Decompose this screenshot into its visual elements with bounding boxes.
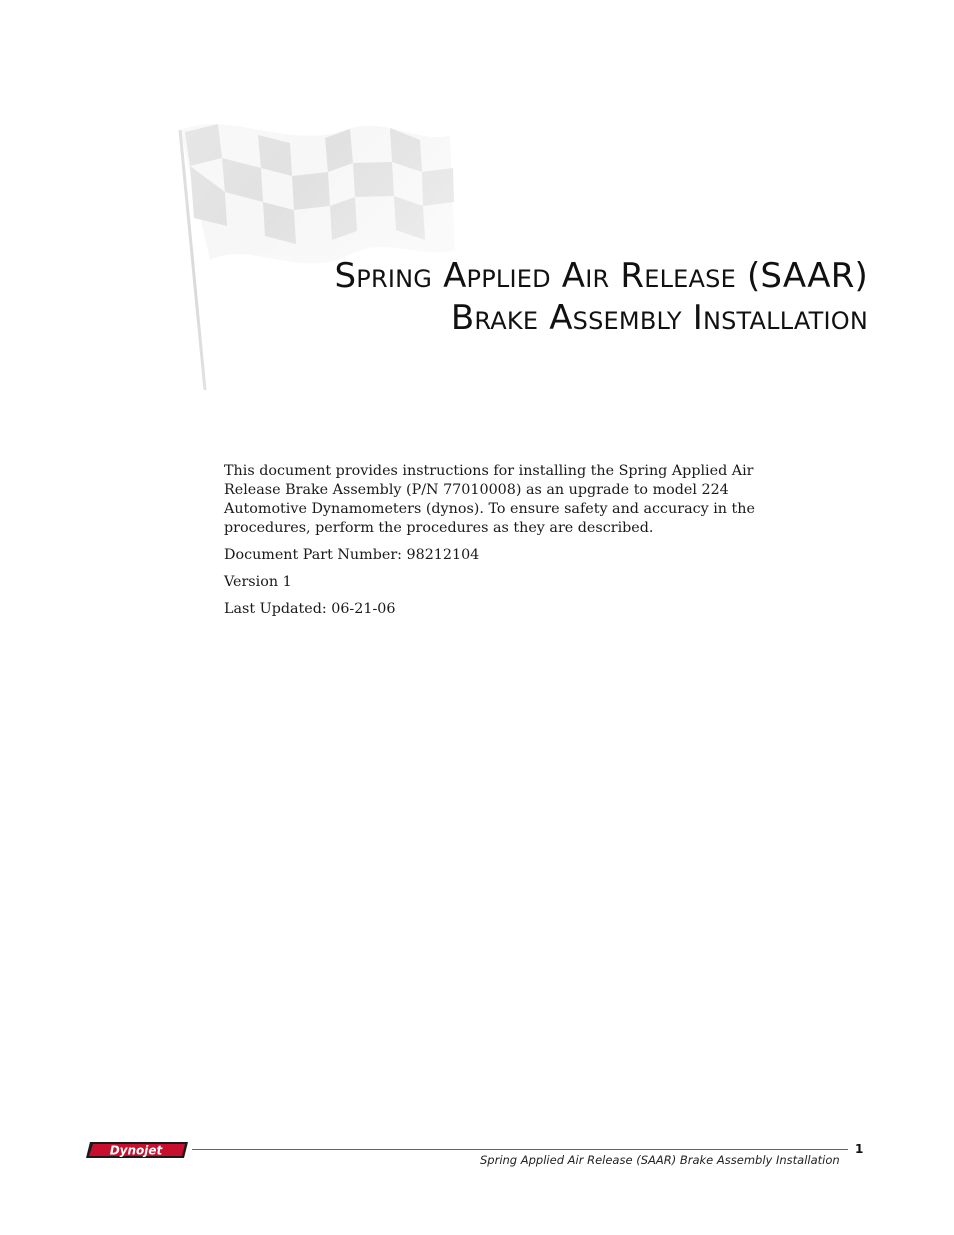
title-line-1: Spring Applied Air Release (SAAR) [334,256,868,296]
footer-rule [192,1149,848,1150]
logo-text: Dynojet [109,1143,163,1158]
last-updated-label: Last Updated: 06-21-06 [224,601,396,617]
footer-document-title: Spring Applied Air Release (SAAR) Brake Assembly Installation [480,1153,840,1167]
intro-paragraph: This document provides instructions for installing the Spring Applied Air Release Brake Assembly (P/N 77010008) as an upgrade to model 224 Automotive Dynamometers (dynos). To ensure safety and accuracy in the procedures, perform the procedures as they are described. [224,463,755,536]
document-part-number: Document Part Number: 98212104 [224,547,480,563]
title-line-2: Brake Assembly Installation [450,298,868,338]
intro-section [224,462,804,627]
version-label: Version 1 [224,574,292,590]
page-number: 1 [855,1142,864,1156]
dynojet-logo [86,1140,190,1160]
document-title [335,255,868,339]
